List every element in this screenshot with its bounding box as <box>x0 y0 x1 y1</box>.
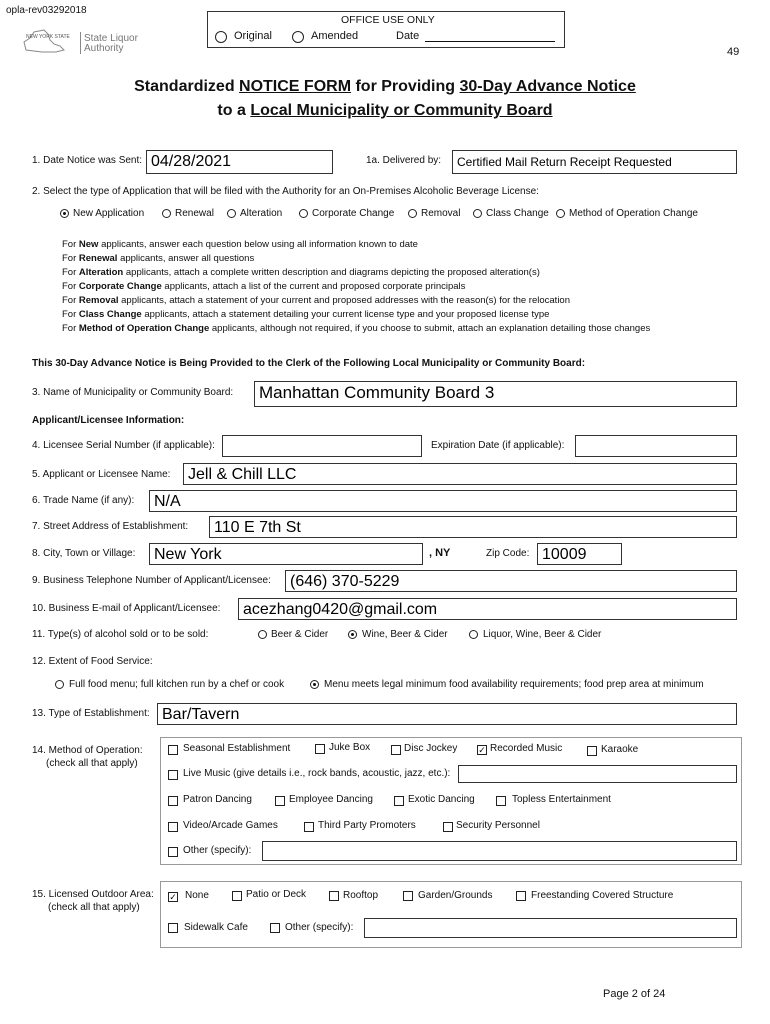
cb-security-personnel[interactable] <box>443 822 453 832</box>
logo-line2: Authority <box>84 43 124 54</box>
radio-wine-beer-cider[interactable] <box>348 630 357 639</box>
ny-state-map-icon <box>20 28 80 54</box>
amended-label: Amended <box>311 30 359 42</box>
trade-name-field[interactable]: N/A <box>149 490 737 512</box>
page-number: 49 <box>727 46 740 58</box>
radio-renewal[interactable] <box>162 209 171 218</box>
cb-disc-jockey[interactable] <box>391 745 401 755</box>
cb-video-arcade[interactable] <box>168 822 178 832</box>
logo-line1: State Liquor <box>84 33 138 44</box>
instruction-method-of-operation: For Method of Operation Change applicants, although not required, if you choose to submit, attach an explanation detailing those changes <box>62 323 651 334</box>
q9-label: 9. Business Telephone Number of Applicant/Licensee: <box>32 575 271 586</box>
cb-seasonal[interactable] <box>168 745 178 755</box>
office-use-box <box>207 11 565 48</box>
q13-label: 13. Type of Establishment: <box>32 708 150 719</box>
street-address-field[interactable]: 110 E 7th St <box>209 516 737 538</box>
cb-patio-deck[interactable] <box>232 891 242 901</box>
opt-third-party-promoters: Third Party Promoters <box>318 820 416 831</box>
radio-method-of-operation-change[interactable] <box>556 209 565 218</box>
form-title-line1: Standardized NOTICE FORM for Providing 30-Day Advance Notice <box>134 78 636 95</box>
instruction-corporate-change: For Corporate Change applicants, attach a list of the current and proposed corporate principals <box>62 281 466 292</box>
instruction-new: For New applicants, answer each question below using all information known to date <box>62 239 418 250</box>
opt-patron-dancing: Patron Dancing <box>183 794 252 805</box>
opt-wine-beer-cider: Wine, Beer & Cider <box>362 629 448 640</box>
cb-employee-dancing[interactable] <box>275 796 285 806</box>
instruction-class-change: For Class Change applicants, attach a statement detailing your current license type and your proposed license type <box>62 309 550 320</box>
q15-label: 15. Licensed Outdoor Area: <box>32 889 154 900</box>
instruction-alteration: For Alteration applicants, attach a complete written description and diagrams depicting the proposed alteration(s) <box>62 267 540 278</box>
cb-sidewalk-cafe[interactable] <box>168 923 178 933</box>
opt-new-application: New Application <box>73 208 145 219</box>
opt-recorded-music: Recorded Music <box>490 743 563 754</box>
logo-divider <box>80 32 81 54</box>
logo-state-text: NEW YORK STATE <box>26 34 70 40</box>
date-line[interactable] <box>425 41 555 42</box>
cb-topless-entertainment[interactable] <box>496 796 506 806</box>
opt-removal: Removal <box>421 208 461 219</box>
opt-corporate-change: Corporate Change <box>312 208 395 219</box>
serial-number-field[interactable] <box>222 435 422 457</box>
radio-new-application[interactable] <box>60 209 69 218</box>
radio-class-change[interactable] <box>473 209 482 218</box>
expiration-date-field[interactable] <box>575 435 737 457</box>
section-applicant-heading: Applicant/Licensee Information: <box>32 415 185 426</box>
q12-label: 12. Extent of Food Service: <box>32 656 153 667</box>
opt-minimum-food: Menu meets legal minimum food availability requirements; food prep area at minimum <box>324 679 704 690</box>
opt-alteration: Alteration <box>240 208 283 219</box>
other-operation-field[interactable] <box>262 841 737 861</box>
q1a-label: 1a. Delivered by: <box>366 155 442 166</box>
opt-other-outdoor: Other (specify): <box>285 922 354 933</box>
form-code: opla-rev03292018 <box>6 5 87 16</box>
live-music-details-field[interactable] <box>458 765 737 783</box>
radio-liquor-wine-beer-cider[interactable] <box>469 630 478 639</box>
cb-other-outdoor[interactable] <box>270 923 280 933</box>
q4-label: 4. Licensee Serial Number (if applicable): <box>32 440 215 451</box>
q14-sublabel: (check all that apply) <box>46 758 138 769</box>
opt-karaoke: Karaoke <box>601 744 639 755</box>
opt-full-food-menu: Full food menu; full kitchen run by a chef or cook <box>69 679 285 690</box>
cb-garden-grounds[interactable] <box>403 891 413 901</box>
radio-corporate-change[interactable] <box>299 209 308 218</box>
q7-label: 7. Street Address of Establishment: <box>32 521 189 532</box>
opt-patio-deck: Patio or Deck <box>246 889 307 900</box>
telephone-field[interactable]: (646) 370-5229 <box>285 570 737 592</box>
q10-label: 10. Business E-mail of Applicant/Licensee: <box>32 603 221 614</box>
cb-karaoke[interactable] <box>587 746 597 756</box>
opt-sidewalk-cafe: Sidewalk Cafe <box>184 922 248 933</box>
cb-rooftop[interactable] <box>329 891 339 901</box>
opt-seasonal: Seasonal Establishment <box>183 743 291 754</box>
radio-removal[interactable] <box>408 209 417 218</box>
cb-freestanding-structure[interactable] <box>516 891 526 901</box>
office-use-label: OFFICE USE ONLY <box>341 14 435 26</box>
q2-label: 2. Select the type of Application that will be filed with the Authority for an On-Premises Alcoholic Beverage License: <box>32 186 539 197</box>
cb-juke-box[interactable] <box>315 744 325 754</box>
opt-method-of-operation-change: Method of Operation Change <box>569 208 698 219</box>
q5-label: 5. Applicant or Licensee Name: <box>32 469 171 480</box>
zip-label: Zip Code: <box>486 548 530 559</box>
instruction-removal: For Removal applicants, attach a statement of your current and proposed addresses with the reason(s) for the relocation <box>62 295 571 306</box>
expiration-label: Expiration Date (if applicable): <box>431 440 565 451</box>
opt-live-music: Live Music (give details i.e., rock bands, acoustic, jazz, etc.): <box>183 768 451 779</box>
date-sent-field[interactable]: 04/28/2021 <box>146 150 333 174</box>
applicant-name-field[interactable]: Jell & Chill LLC <box>183 463 737 485</box>
state-label: , NY <box>429 547 451 559</box>
section-notice-heading: This 30-Day Advance Notice is Being Provided to the Clerk of the Following Local Municipality or Community Board: <box>32 358 586 369</box>
municipality-field[interactable]: Manhattan Community Board 3 <box>254 381 737 407</box>
form-title-line2: to a Local Municipality or Community Board <box>217 102 553 119</box>
original-radio[interactable] <box>215 31 227 43</box>
cb-none[interactable] <box>168 892 178 902</box>
radio-minimum-food[interactable] <box>310 680 319 689</box>
q15-sublabel: (check all that apply) <box>48 902 140 913</box>
city-field[interactable]: New York <box>149 543 423 565</box>
q8-label: 8. City, Town or Village: <box>32 548 136 559</box>
q1-label: 1. Date Notice was Sent: <box>32 155 143 166</box>
opt-security-personnel: Security Personnel <box>456 820 540 831</box>
establishment-type-field[interactable]: Bar/Tavern <box>157 703 737 725</box>
opt-employee-dancing: Employee Dancing <box>289 794 373 805</box>
amended-radio[interactable] <box>292 31 304 43</box>
opt-none: None <box>185 890 209 901</box>
delivered-by-field[interactable]: Certified Mail Return Receipt Requested <box>452 150 737 174</box>
cb-patron-dancing[interactable] <box>168 796 178 806</box>
opt-other-operation: Other (specify): <box>183 845 252 856</box>
opt-beer-cider: Beer & Cider <box>271 629 329 640</box>
q11-label: 11. Type(s) of alcohol sold or to be sold: <box>32 629 209 640</box>
date-label: Date <box>396 30 420 42</box>
q6-label: 6. Trade Name (if any): <box>32 495 135 506</box>
footer-page: Page 2 of 24 <box>603 988 666 1000</box>
opt-exotic-dancing: Exotic Dancing <box>408 794 475 805</box>
opt-renewal: Renewal <box>175 208 214 219</box>
cb-third-party-promoters[interactable] <box>304 822 314 832</box>
opt-juke-box: Juke Box <box>329 742 371 753</box>
cb-exotic-dancing[interactable] <box>394 796 404 806</box>
radio-alteration[interactable] <box>227 209 236 218</box>
opt-disc-jockey: Disc Jockey <box>404 743 458 754</box>
cb-live-music[interactable] <box>168 770 178 780</box>
radio-beer-cider[interactable] <box>258 630 267 639</box>
other-outdoor-field[interactable] <box>364 918 737 938</box>
original-label: Original <box>234 30 272 42</box>
q3-label: 3. Name of Municipality or Community Board: <box>32 387 234 398</box>
check-mark-icon: ✓ <box>478 745 486 755</box>
instruction-renewal: For Renewal applicants, answer all questions <box>62 253 255 264</box>
opt-rooftop: Rooftop <box>343 890 379 901</box>
opt-video-arcade: Video/Arcade Games <box>183 820 278 831</box>
opt-freestanding-structure: Freestanding Covered Structure <box>531 890 674 901</box>
check-mark-icon: ✓ <box>169 892 177 902</box>
opt-topless-entertainment: Topless Entertainment <box>512 794 611 805</box>
opt-garden-grounds: Garden/Grounds <box>418 890 493 901</box>
q14-label: 14. Method of Operation: <box>32 745 143 756</box>
opt-class-change: Class Change <box>486 208 549 219</box>
email-field[interactable]: acezhang0420@gmail.com <box>238 598 737 620</box>
opt-liquor-wine-beer-cider: Liquor, Wine, Beer & Cider <box>483 629 602 640</box>
radio-full-food-menu[interactable] <box>55 680 64 689</box>
zip-code-field[interactable]: 10009 <box>537 543 622 565</box>
cb-other-operation[interactable] <box>168 847 178 857</box>
cb-recorded-music[interactable] <box>477 745 487 755</box>
